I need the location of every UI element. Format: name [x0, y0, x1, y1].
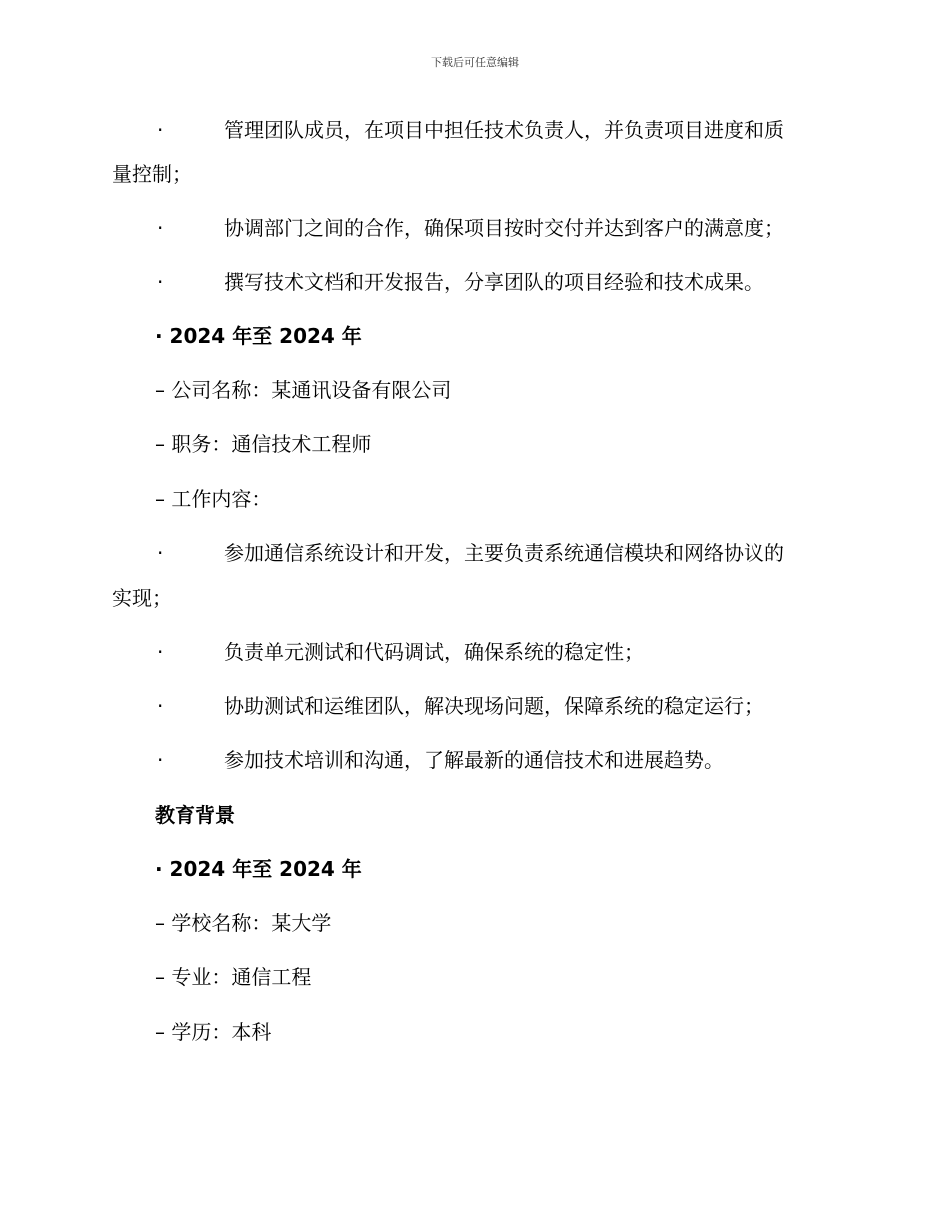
work-period: · 2024 年至 2024 年	[155, 324, 362, 348]
school-name: – 学校名称：某大学	[155, 911, 332, 935]
work-bullet-1-line2: 量控制；	[112, 162, 192, 186]
bullet-dot-icon: ·	[157, 694, 164, 718]
bullet-dot-icon: ·	[157, 541, 164, 565]
company-name: – 公司名称：某通讯设备有限公司	[155, 378, 452, 402]
work-bullet-3: 撰写技术文档和开发报告，分享团队的项目经验和技术成果。	[224, 270, 764, 294]
bullet-dot-icon: ·	[157, 748, 164, 772]
bullet-dot-icon: ·	[157, 118, 164, 142]
page-header: 下载后可任意编辑	[431, 56, 519, 69]
education-heading: 教育背景	[155, 803, 235, 827]
work-content-label: – 工作内容：	[155, 487, 272, 511]
work-content-bullet-4: 参加技术培训和沟通，了解最新的通信技术和进展趋势。	[224, 748, 724, 772]
bullet-dot-icon: ·	[157, 216, 164, 240]
bullet-dot-icon: ·	[157, 640, 164, 664]
work-content-bullet-1-line2: 实现；	[112, 586, 172, 610]
work-bullet-2: 协调部门之间的合作，确保项目按时交付并达到客户的满意度；	[224, 216, 784, 240]
work-content-bullet-1-line1: 参加通信系统设计和开发，主要负责系统通信模块和网络协议的	[224, 541, 784, 565]
bullet-dot-icon: ·	[157, 270, 164, 294]
work-bullet-1-line1: 管理团队成员，在项目中担任技术负责人，并负责项目进度和质	[224, 118, 784, 142]
education-period: · 2024 年至 2024 年	[155, 857, 362, 881]
degree: – 学历：本科	[155, 1020, 272, 1044]
work-content-bullet-3: 协助测试和运维团队，解决现场问题，保障系统的稳定运行；	[224, 694, 764, 718]
major: – 专业：通信工程	[155, 965, 312, 989]
work-content-bullet-2: 负责单元测试和代码调试，确保系统的稳定性；	[224, 640, 644, 664]
job-position: – 职务：通信技术工程师	[155, 432, 372, 456]
